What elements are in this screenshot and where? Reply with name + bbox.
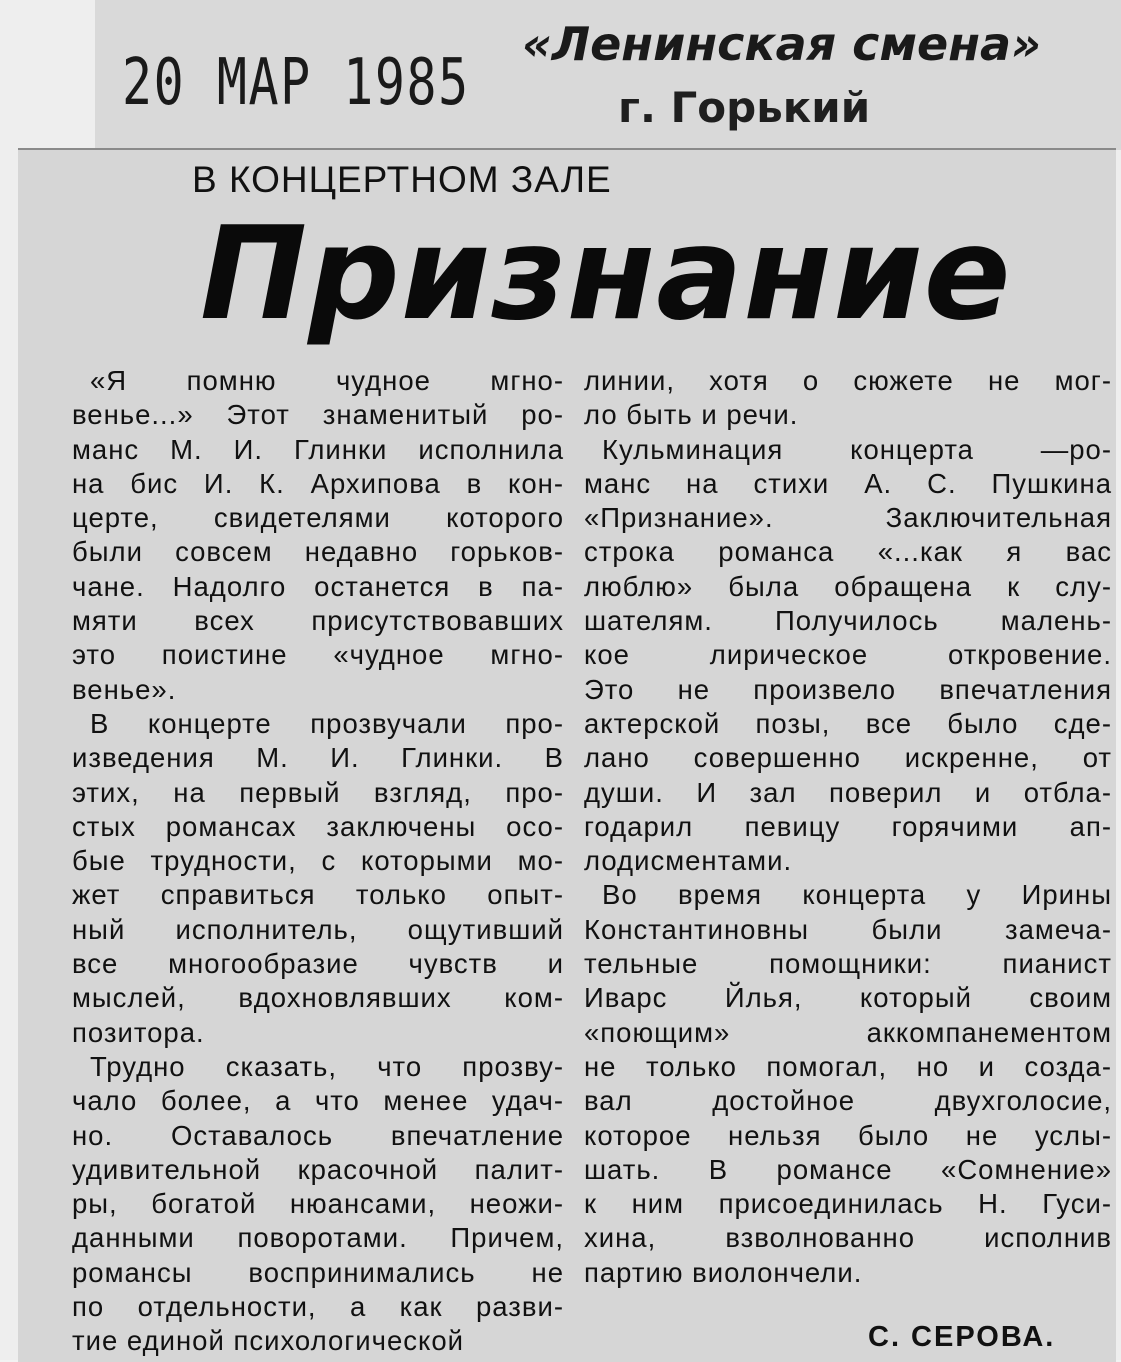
text-line: мяти всех присутствовавших bbox=[72, 605, 564, 637]
text-line: удивительной красочной палит- bbox=[72, 1153, 564, 1185]
text-line: стых романсах заключены осо- bbox=[72, 810, 564, 842]
text-line: венье». bbox=[72, 673, 177, 705]
text-line: по отдельности, а как разви- bbox=[72, 1291, 564, 1323]
text-line: «Признание». Заключительная bbox=[584, 502, 1112, 534]
article-left-column bbox=[72, 364, 564, 1359]
article-right-column bbox=[584, 364, 1112, 1290]
text-line: шать. В романсе «Сомнение» bbox=[584, 1153, 1112, 1185]
text-line: данными поворотами. Причем, bbox=[72, 1222, 564, 1254]
text-line: чане. Надолго останется в па- bbox=[72, 570, 564, 602]
text-line: церте, свидетелями которого bbox=[72, 502, 564, 534]
text-line: линии, хотя о сюжете не мог- bbox=[584, 365, 1112, 396]
text-line: манс М. И. Глинки исполнила bbox=[72, 433, 564, 465]
text-line: бые трудности, с которыми мо- bbox=[72, 845, 564, 877]
text-line: хина, взволнованно исполнив bbox=[584, 1222, 1112, 1254]
text-line: романсы воспринимались не bbox=[72, 1256, 564, 1288]
text-line: которое нельзя было не услы- bbox=[584, 1119, 1112, 1151]
text-line: тие единой психологической bbox=[72, 1325, 465, 1357]
text-line: души. И зал поверил и отбла- bbox=[584, 776, 1112, 808]
text-line: жет справиться только опыт- bbox=[72, 879, 564, 911]
text-line: венье...» Этот знаменитый ро- bbox=[72, 399, 564, 431]
archive-date-stamp: 20 МАР 1985 bbox=[122, 46, 470, 120]
text-line: изведения М. И. Глинки. В bbox=[72, 742, 564, 774]
text-line: чало более, а что менее удач- bbox=[72, 1085, 564, 1117]
text-line: тельные помощники: пианист bbox=[584, 948, 1112, 980]
article-title: Признание bbox=[200, 200, 1012, 349]
text-line: люблю» была обращена к слу- bbox=[584, 570, 1112, 602]
text-line: «поющим» аккомпанементом bbox=[584, 1016, 1112, 1048]
text-line: актерской позы, все было сде- bbox=[584, 707, 1112, 739]
text-line: Кульминация концерта —ро- bbox=[602, 433, 1112, 465]
text-line: ный исполнитель, ощутивший bbox=[72, 913, 564, 945]
text-line: лано совершенно искренне, от bbox=[584, 742, 1112, 774]
text-line: Это не произвело впечатления bbox=[584, 673, 1112, 705]
text-line: Иварс Йлья, который своим bbox=[584, 982, 1112, 1014]
city-stamp: г. Горький bbox=[618, 83, 871, 132]
newspaper-name-stamp: «Ленинская смена» bbox=[522, 17, 1041, 71]
text-line: вал достойное двухголосие, bbox=[584, 1085, 1112, 1117]
text-line: были совсем недавно горьков- bbox=[72, 536, 564, 568]
text-line: В концерте прозвучали про- bbox=[90, 707, 564, 739]
text-line: манс на стихи А. С. Пушкина bbox=[584, 467, 1112, 499]
text-line: на бис И. К. Архипова в кон- bbox=[72, 467, 564, 499]
text-line: Константиновны были замеча- bbox=[584, 913, 1112, 945]
text-line: все многообразие чувств и bbox=[72, 948, 564, 980]
text-line: этих, на первый взгляд, про- bbox=[72, 776, 564, 808]
text-line: ры, богатой нюансами, неожи- bbox=[72, 1188, 564, 1220]
text-line: кое лирическое откровение. bbox=[584, 639, 1112, 671]
text-line: «Я помню чудное мгно- bbox=[90, 365, 564, 396]
text-line: годарил певицу горячими ап- bbox=[584, 810, 1112, 842]
text-line: это поистине «чудное мгно- bbox=[72, 639, 564, 671]
text-line: но. Оставалось впечатление bbox=[72, 1119, 564, 1151]
rubric-heading: В КОНЦЕРТНОМ ЗАЛЕ bbox=[192, 159, 612, 200]
text-line: ло быть и речи. bbox=[584, 399, 799, 431]
text-line: позитора. bbox=[72, 1016, 205, 1048]
text-line: лодисментами. bbox=[584, 845, 793, 877]
text-line: партию виолончели. bbox=[584, 1256, 863, 1288]
text-line: Во время концерта у Ирины bbox=[602, 879, 1112, 911]
text-line: мыслей, вдохновлявших ком- bbox=[72, 982, 564, 1014]
text-line: к ним присоединилась Н. Гуси- bbox=[584, 1188, 1112, 1220]
text-line: не только помогал, но и созда- bbox=[584, 1050, 1112, 1082]
text-line: шателям. Получилось малень- bbox=[584, 605, 1112, 637]
author-signature: С. СЕРОВА. bbox=[868, 1321, 1056, 1353]
text-line: Трудно сказать, что прозву- bbox=[90, 1050, 564, 1082]
text-line: строка романса «...как я вас bbox=[584, 536, 1112, 568]
